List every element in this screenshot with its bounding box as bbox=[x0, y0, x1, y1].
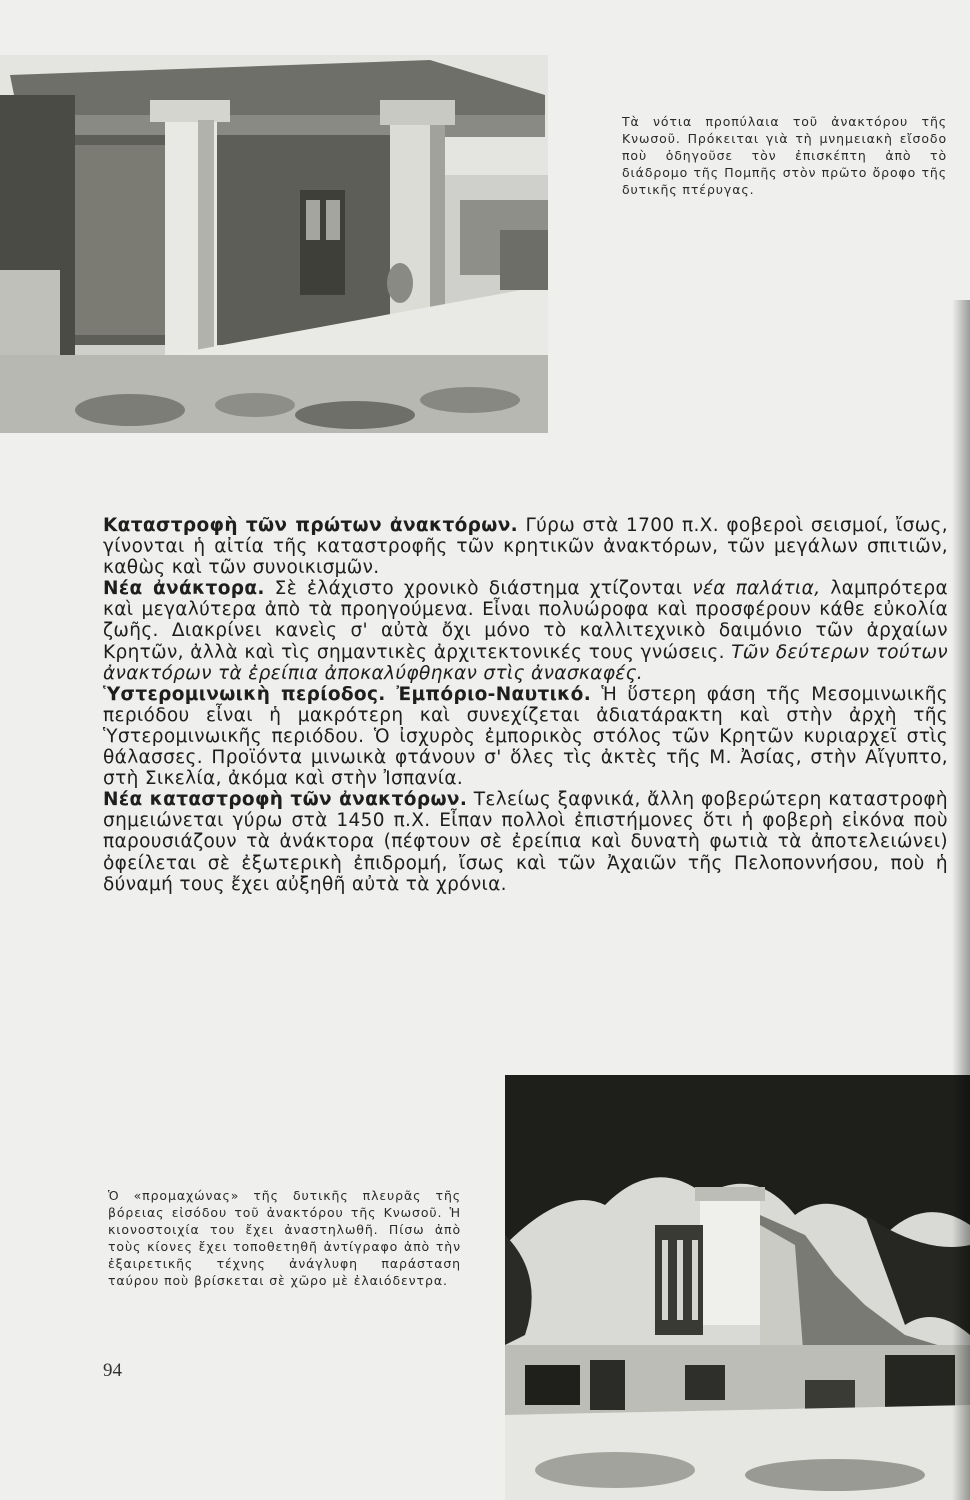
text-late-minoan: Ἡ ὕστερη φάση τῆς Μεσομινωικῆς περιόδου εἶναι ἡ μακρότερη καὶ συνεχίζεται ἀδιατάρακτη καὶ στὴν ἀρχὴ τῆς Ὑστερομινωικῆς περιόδου. Ὁ ἰσχυρὸς ἐμπορικὸς στόλος τῶν Κρητῶν κυριαρχεῖ στὶς θάλασσες. Προϊόντα μινωικὰ φτάνουν σ' ὅλες τὶς ἀκτὲς τῆς Μ. Ἀσίας, στὴν Αἴγυπτο, στὴ Σικελία, ἀκόμα καὶ στὴν Ἰσπανία. bbox=[103, 683, 949, 790]
page-number: 94 bbox=[103, 1360, 122, 1381]
heading-new-destruction: Νέα καταστροφὴ τῶν ἀνακτόρων. bbox=[103, 789, 468, 811]
propylaeum-caption: Τὰ νότια προπύλαια τοῦ ἀνακτόρου τῆς Κνωσοῦ. Πρόκειται γιὰ τὴ μνημειακὴ εἴσοδο ποὺ ὁδηγοῦσε τὸν ἐπισκέπτη ἀπὸ τὸ διάδρομο τῆς Πομπῆς στὸν πρῶτο ὄροφο τῆς δυτικῆς πτέρυγας. bbox=[622, 114, 947, 197]
propylaeum-photo-drawing bbox=[0, 55, 548, 433]
propylaeum-photo bbox=[0, 55, 548, 433]
paragraph-new-destruction bbox=[103, 789, 948, 894]
main-text bbox=[103, 515, 948, 895]
page-edge-shadow bbox=[952, 300, 970, 1500]
heading-new-palaces: Νέα ἀνάκτορα. bbox=[103, 578, 265, 600]
text-new-palaces-a: Σὲ ἐλάχιστο χρονικὸ διάστημα χτίζονται bbox=[264, 578, 693, 600]
heading-late-minoan: Ὑστερομινωικὴ περίοδος. Ἐμπόριο-Ναυτικό. bbox=[103, 683, 592, 705]
italic-new-palaces-b: Τῶν δεύτερων τούτων ἀνακτόρων τὰ ἐρείπια ἀποκαλύφθηκαν στὶς ἀνασκαφές. bbox=[103, 641, 948, 684]
heading-first-palaces-destruction: Καταστροφὴ τῶν πρώτων ἀνακτόρων. bbox=[103, 515, 519, 536]
italic-new-palaces-a: νέα παλάτια, bbox=[692, 578, 821, 600]
text-first-palaces-destruction: Γύρω στὰ 1700 π.Χ. φοβεροὶ σεισμοί, ἴσως, γίνονται ἡ αἰτία τῆς καταστροφῆς τῶν κρητικῶν ἀνακτόρων, τῶν μεγάλων σπιτιῶν, καθὼς καὶ τῶν συνοικισμῶν. bbox=[103, 515, 948, 579]
bastion-caption: Ὁ «προμαχώνας» τῆς δυτικῆς πλευρᾶς τῆς βόρειας εἰσόδου τοῦ ἀνακτόρου τῆς Κνωσοῦ. Ἡ κιονοστοιχία του ἔχει ἀναστηλωθῆ. Πίσω ἀπὸ τοὺς κίονες ἔχει τοποθετηθῆ ἀντίγραφο ἀπὸ τὴν ἐξαιρετικῆς τέχνης ἀνάγλυφη παράσταση ταύρου ποὺ βρίσκεται σὲ χῶρο μὲ ἐλαιόδεντρα. bbox=[108, 1188, 461, 1288]
paragraph-new-palaces bbox=[103, 578, 948, 683]
paragraph-late-minoan bbox=[103, 684, 948, 789]
text-new-destruction: Τελείως ξαφνικά, ἄλλη φοβερώτερη καταστροφὴ σημειώνεται γύρω στὰ 1450 π.Χ. Εἶπαν πολλοὶ ἐπιστήμονες ὅτι ἡ φοβερὴ εἰκόνα ποὺ παρουσιάζουν τὰ ἀνάκτορα (πέφτουν σὲ ἐρείπια καὶ δυνατὴ φωτιὰ τὰ ἀποτελειώνει) ὀφείλεται σὲ ἐξωτερικὴ ἐπιδρομή, ἴσως καὶ τῶν Ἀχαιῶν τῆς Πελοποννήσου, ποὺ ἡ δύναμή τους ἔχει αὐξηθῆ αὐτὰ τὰ χρόνια. bbox=[103, 789, 948, 895]
paragraph-first-palaces-destruction bbox=[103, 515, 948, 578]
text-new-palaces-b: λαμπρότερα καὶ μεγαλύτερα ἀπὸ τὰ προηγούμενα. Εἶναι πολυώροφα καὶ προσφέρουν κάθε εὐκολία ζωῆς. Διακρίνει κανεὶς σ' αὐτὰ ὄχι μόνο τὸ καλλιτεχνικὸ δαιμόνιο τῶν ἀρχαίων Κρητῶν, ἀλλὰ καὶ τὶς σημαντικὲς ἀρχιτεκτονικές τους γνώσεις. bbox=[103, 578, 949, 663]
bastion-photo-drawing bbox=[505, 1075, 970, 1500]
bastion-photo bbox=[505, 1075, 970, 1500]
